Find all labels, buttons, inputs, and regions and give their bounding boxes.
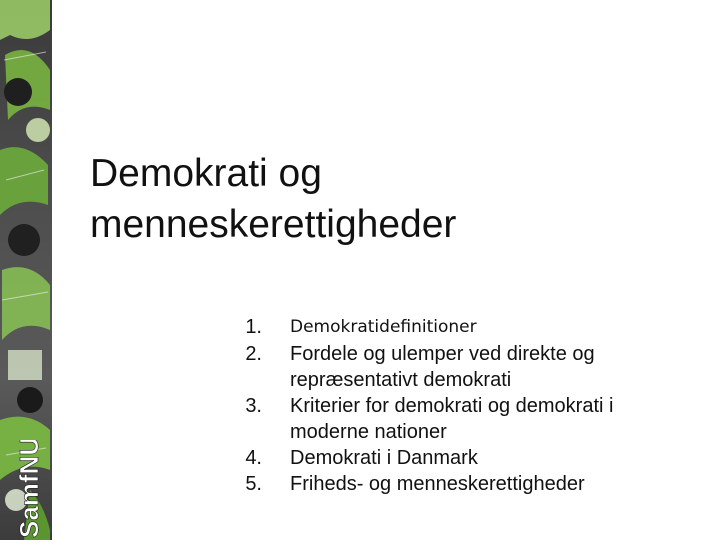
agenda-item-number: 5. (245, 473, 262, 495)
agenda-item-number: 4. (245, 447, 262, 469)
agenda-item (230, 313, 700, 341)
slide-title (90, 148, 690, 250)
agenda-item-number: 3. (245, 395, 262, 417)
agenda-item (230, 341, 700, 393)
agenda-item-text: Demokratidefinitioner (290, 317, 477, 337)
agenda-item-text: Friheds- og menneskerettigheder (290, 473, 585, 495)
agenda-item-number: 2. (245, 343, 262, 365)
agenda-item-text: Demokrati i Danmark (290, 447, 478, 469)
samfnu-logo (2, 440, 48, 540)
samfnu-logo-text: SamfNU (14, 440, 44, 538)
agenda-list (230, 313, 700, 497)
slide-title-line-2: menneskerettigheder (90, 203, 457, 246)
agenda-item-number: 1. (245, 316, 262, 338)
agenda-item (230, 471, 700, 497)
agenda-item (230, 393, 700, 445)
agenda-item-text: Kriterier for demokrati og demokrati i moderne nationer (290, 395, 614, 443)
slide-title-line-1: Demokrati og (90, 152, 322, 195)
agenda-item (230, 445, 700, 471)
agenda-item-text: Fordele og ulemper ved direkte og repræsentativt demokrati (290, 343, 595, 391)
